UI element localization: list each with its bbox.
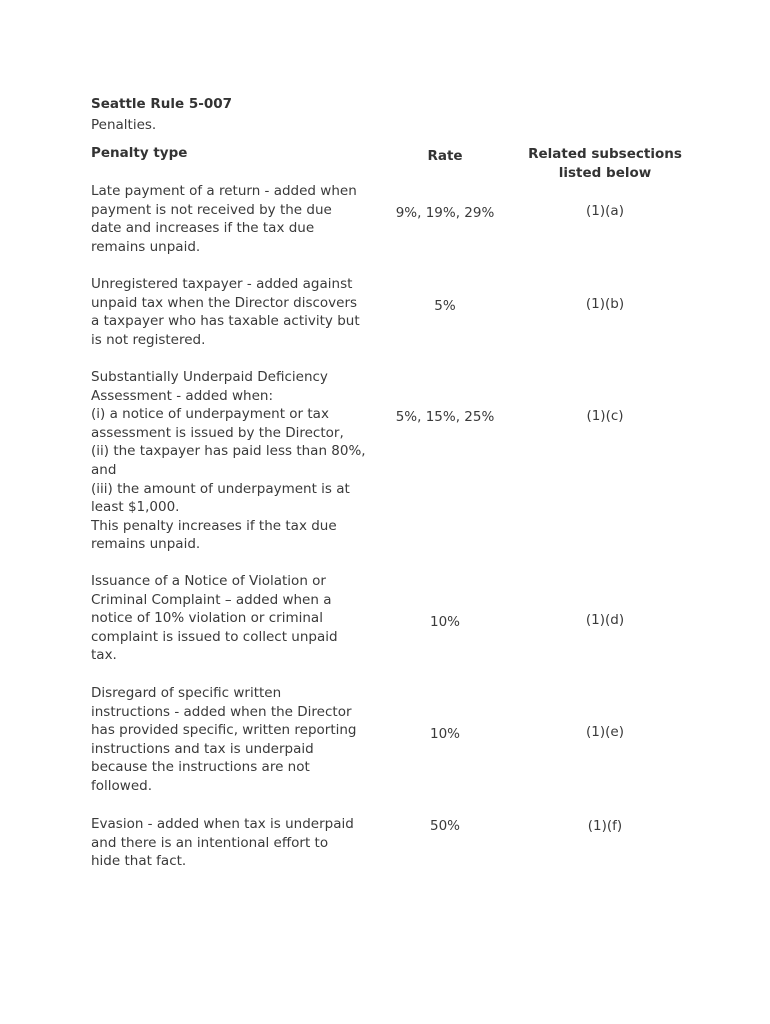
penalty-description-disregard-instructions: Disregard of specific written instructions - added when the Director has provided specific, written reporting instructions and tax is underpaid because the instructions are not followed. [91, 685, 357, 794]
header-rate: Rate [427, 148, 463, 164]
penalty-rate-underpaid-deficiency: 5%, 15%, 25% [395, 409, 495, 425]
header-related-subsections: Related subsections listed below [528, 146, 682, 181]
penalty-subsection-disregard-instructions: (1)(e) [586, 724, 624, 740]
penalty-description-evasion: Evasion - added when tax is underpaid and there is an intentional effort to hide that fact. [91, 816, 354, 870]
penalty-description-notice-of-violation: Issuance of a Notice of Violation or Criminal Complaint – added when a notice of 10% violation or criminal complaint is issued to collect unpaid tax. [91, 573, 338, 664]
penalty-subsection-notice-of-violation: (1)(d) [585, 612, 625, 628]
header-penalty-type: Penalty type [91, 145, 188, 161]
penalty-rate-evasion: 50% [429, 818, 460, 834]
penalty-subsection-late-payment: (1)(a) [586, 203, 624, 219]
penalty-subsection-unregistered: (1)(b) [585, 296, 625, 312]
rule-subtitle: Penalties. [91, 117, 157, 133]
penalty-description-underpaid-deficiency: Substantially Underpaid Deficiency Assessment - added when: (i) a notice of underpayment or tax assessment is issued by the Director, (ii) the taxpayer has paid less than 80%, and (iii) the amount of underpayment is at least $1,000. This penalty increases if the tax due remains unpaid. [91, 369, 366, 553]
penalty-description-unregistered: Unregistered taxpayer - added against unpaid tax when the Director discovers a taxpayer who has taxable activity but is not registered. [91, 276, 360, 348]
penalty-description-late-payment: Late payment of a return - added when payment is not received by the due date and increases if the tax due remains unpaid. [91, 183, 357, 255]
penalty-subsection-evasion: (1)(f) [587, 818, 623, 834]
rule-title: Seattle Rule 5-007 [91, 96, 233, 112]
penalty-rate-unregistered: 5% [434, 298, 456, 314]
penalty-rate-notice-of-violation: 10% [429, 614, 460, 630]
penalty-rate-disregard-instructions: 10% [429, 726, 460, 742]
penalty-subsection-underpaid-deficiency: (1)(c) [586, 408, 624, 424]
penalty-rate-late-payment: 9%, 19%, 29% [395, 205, 495, 221]
